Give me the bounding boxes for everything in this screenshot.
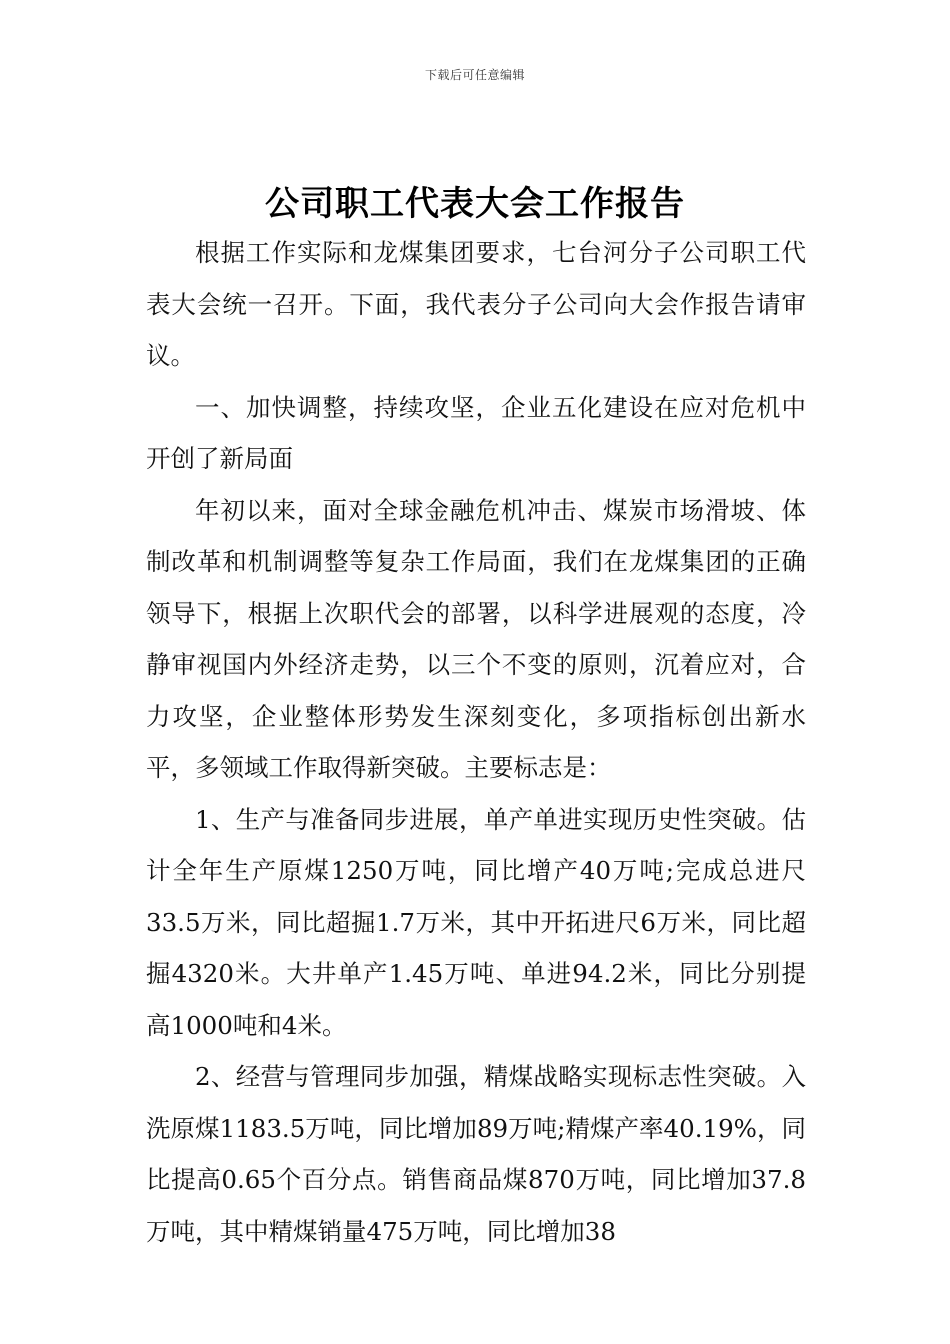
paragraph-intro: 根据工作实际和龙煤集团要求，七台河分子公司职工代表大会统一召开。下面，我代表分子公司向大会作报告请审议。 [146, 238, 806, 370]
document-title: 公司职工代表大会工作报告 [265, 184, 685, 224]
paragraph-item-1: 1、生产与准备同步进展，单产单进实现历史性突破。估计全年生产原煤1250万吨，同比增产40万吨;完成总进尺33.5万米，同比超掘1.7万米，其中开拓进尺6万米，同比超掘4320米。大井单产1.45万吨、单进94.2米，同比分别提高1000吨和4米。 [146, 804, 806, 1040]
paragraph-item-2: 2、经营与管理同步加强，精煤战略实现标志性突破。入洗原煤1183.5万吨，同比增加89万吨;精煤产率40.19%，同比提高0.65个百分点。销售商品煤870万吨，同比增加37.8万吨，其中精煤销量475万吨，同比增加38 [146, 1062, 806, 1246]
section-heading-1: 一、加快调整，持续攻坚，企业五化建设在应对危机中开创了新局面 [146, 392, 806, 473]
paragraph-overview: 年初以来，面对全球金融危机冲击、煤炭市场滑坡、体制改革和机制调整等复杂工作局面，我们在龙煤集团的正确领导下，根据上次职代会的部署，以科学进展观的态度，冷静审视国内外经济走势，以三个不变的原则，沉着应对，合力攻坚，企业整体形势发生深刻变化，多项指标创出新水平，多领域工作取得新突破。主要标志是： [146, 495, 806, 782]
document-body [146, 227, 806, 1257]
header-note: 下载后可任意编辑 [424, 68, 525, 82]
